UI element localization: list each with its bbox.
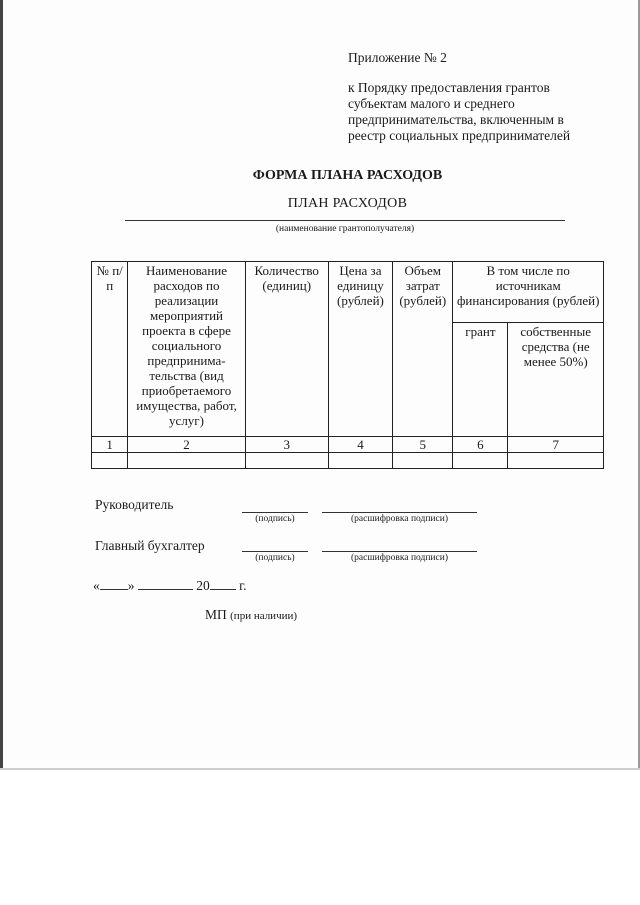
column-number: 6 [453,437,508,453]
table-cell[interactable] [245,453,328,469]
date-line [93,578,247,594]
header-cell-quantity: Количество (единиц) [245,262,328,437]
column-number: 3 [245,437,328,453]
header-cell-cost-volume: Объем затрат (рублей) [393,262,453,437]
header-cell-number: № п/п [92,262,128,437]
grantee-caption: (наименование грантополучателя) [275,224,415,234]
header-cell-funding-sources: В том числе по источникам финансирования (рублей) [453,262,604,323]
form-title: ФОРМА ПЛАНА РАСХОДОВ [252,168,443,183]
accountant-label: Главный бухгалтер [95,538,205,553]
stamp-label: МП [205,607,227,622]
table-cell[interactable] [508,453,604,469]
header-cell-grant: грант [453,323,508,437]
appendix-number: Приложение № 2 [348,50,447,65]
year-suffix: г. [239,578,247,593]
accountant-signature-caption: (подпись) [255,553,295,563]
accountant-decode-line[interactable] [322,551,477,552]
plan-title: ПЛАН РАСХОДОВ [287,196,408,211]
column-number: 7 [508,437,604,453]
scan-edge-left [0,0,3,768]
day-blank[interactable] [100,578,128,590]
date-open-quote: « [93,578,100,593]
table-header-row [92,262,604,323]
head-label: Руководитель [95,497,174,512]
year-prefix: 20 [196,578,210,593]
year-blank[interactable] [210,578,236,590]
table-cell[interactable] [128,453,245,469]
header-cell-own-funds: собственные средства (не менее 50%) [508,323,604,437]
column-number-row [92,437,604,453]
head-signature-line[interactable] [242,512,308,513]
column-number: 1 [92,437,128,453]
column-number: 4 [328,437,392,453]
appendix-line: предпринимательства, включенным в [348,112,564,127]
accountant-decode-caption: (расшифровка подписи) [351,553,448,563]
table-cell[interactable] [453,453,508,469]
date-close-quote: » [127,578,135,593]
table-cell[interactable] [328,453,392,469]
stamp-place [205,607,297,623]
head-signature-caption: (подпись) [255,514,295,524]
stamp-note: (при наличии) [230,610,298,622]
column-number: 2 [128,437,245,453]
accountant-signature-line[interactable] [242,551,308,552]
head-decode-caption: (расшифровка подписи) [351,514,448,524]
grantee-name-line [125,220,565,221]
empty-data-row [92,453,604,469]
appendix-line: к Порядку предоставления грантов [348,80,550,95]
appendix-block [348,50,618,144]
column-number: 5 [393,437,453,453]
header-cell-expense-name: Наименование расходов по реализации мероприятий проекта в сфере социального предпринима-тельства (вид приобретаемого имущества, работ, услуг) [128,262,245,437]
month-blank[interactable] [138,578,193,590]
expense-plan-table [91,261,604,469]
table-cell[interactable] [92,453,128,469]
header-cell-unit-price: Цена за единицу (рублей) [328,262,392,437]
appendix-line: реестр социальных предпринимателей [348,128,571,143]
appendix-line: субъектам малого и среднего [348,96,515,111]
head-decode-line[interactable] [322,512,477,513]
table-cell[interactable] [393,453,453,469]
